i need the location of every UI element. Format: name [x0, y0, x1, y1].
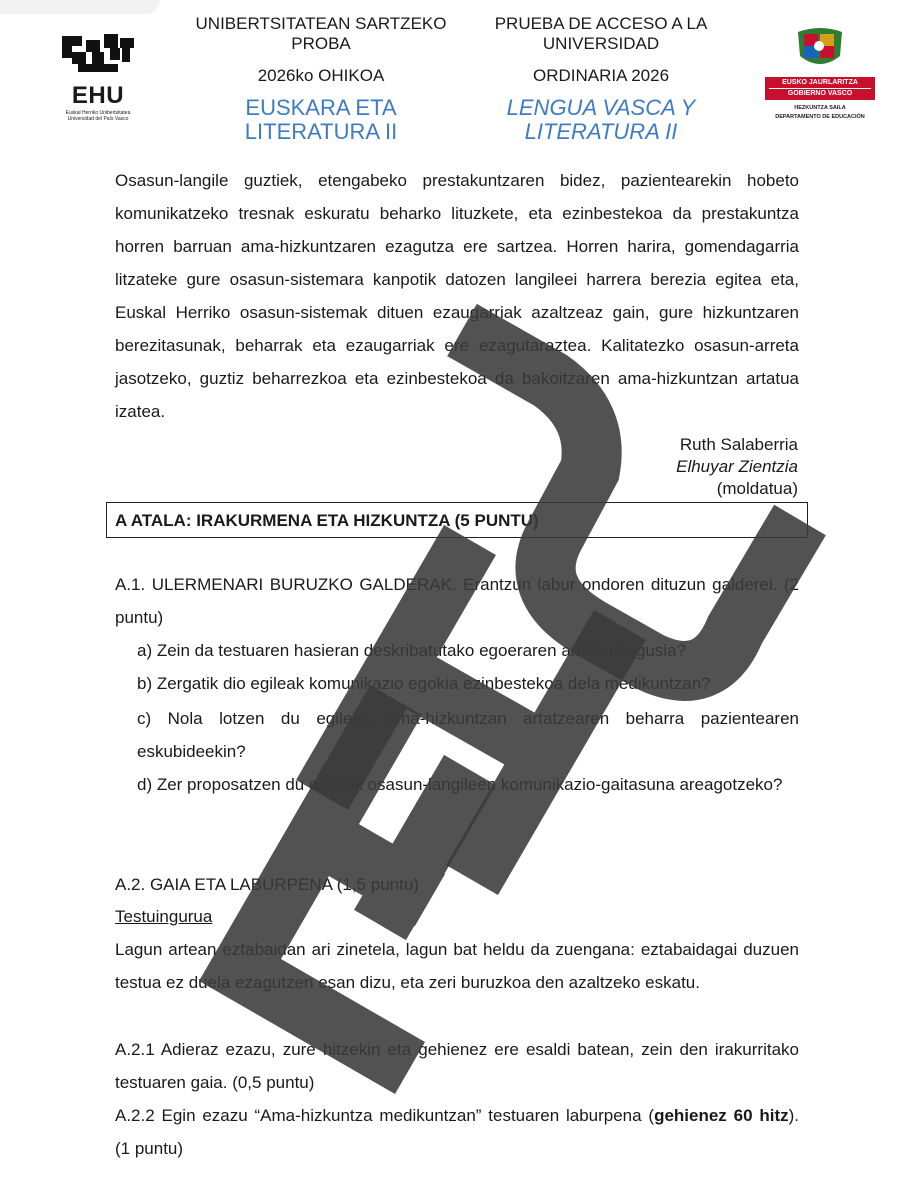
header-title-es: PRUEBA DE ACCESO A LA UNIVERSIDAD [494, 14, 708, 53]
header-session-es: ORDINARIA 2026 [532, 66, 670, 85]
a22-word-limit: gehienez 60 hitz [654, 1106, 789, 1125]
gov-name-eu: EUSKO JAURLARITZA [782, 79, 858, 86]
ehu-logo-text: EHU [71, 82, 125, 109]
a22-instruction [115, 1099, 799, 1165]
header-basque [176, 14, 466, 144]
section-a-header [106, 502, 808, 538]
a2-heading: A.2. GAIA ETA LABURPENA (1,5 puntu) [115, 875, 419, 894]
ehu-logo-subtitle: Euskal Herriko Unibertsitatea Universidad del País Vasco [65, 110, 131, 122]
question-b: b) Zergatik dio egileak komunikazio egokia ezinbestekoa dela medikuntzan? [137, 674, 711, 693]
header-subject-es: LENGUA VASCA Y LITERATURA II [506, 95, 696, 144]
gov-dept-es: DEPARTAMENTO DE EDUCACIÓN [775, 114, 865, 120]
ehu-logo [58, 30, 138, 122]
header-spanish [456, 14, 746, 144]
question-a: a) Zein da testuaren hasieran deskribatutako egoeraren arrisku nagusia? [137, 641, 687, 660]
a21-instruction: A.2.1 Adieraz ezazu, zure hitzekin eta gehienez ere esaldi batean, zein den irakurritako testuaren gaia. (0,5 puntu) [115, 1040, 799, 1092]
gov-department [765, 104, 875, 122]
a22-text-start: A.2.2 Egin ezazu “Ama-hizkuntza medikuntzan” testuaren laburpena ( [115, 1106, 655, 1125]
page-corner-shadow [0, 0, 160, 14]
author-name: Ruth Salaberria [679, 435, 798, 454]
section-a-title: A ATALA: IRAKURMENA ETA HIZKUNTZA (5 PUNTU) [115, 511, 539, 530]
gov-dept-eu: HEZKUNTZA SAILA [794, 105, 846, 111]
context-text: Lagun artean eztabaidan ari zinetela, lagun bat heldu da zuengana: eztabaidagai duzuen testua ez duela ezagutzen esan dizu, eta zeri buruzkoa den azaltzeko eskatu. [115, 940, 799, 992]
reading-paragraph: Osasun-langile guztiek, etengabeko prestakuntzaren bidez, pazientearekin hobeto komunikatzeko tresnak eskuratu beharko lituzkete, eta ezinbestekoa da prestakuntza horren barruan ama-hizkuntzaren ezagutza ere sartzea. Horren harira, gomendagarria litzateke gure osasun-sistemara kanpotik datozen langileei harrera berezia egitea eta, Euskal Herriko osasun-sistemak dituen ezaugarriak azaltzeaz gain, gure hizkuntzaren berezitasunak, beharrak eta ezaugarriak ere ezagutaraztea. Kalitatezko osasun-arreta jasotzeko, guztiz beharrezkoa eta ezinbestekoa da bakoitzaren ama-hizkuntzan artatua izatea. [115, 171, 799, 421]
header-subject-eu: EUSKARA ETA LITERATURA II [244, 95, 398, 144]
ehu-emblem-icon [58, 30, 138, 80]
source-name: Elhuyar Zientzia [676, 457, 798, 476]
coat-of-arms-icon [790, 26, 850, 70]
question-c-text: c) Nola lotzen du egileak ama-hizkuntzan artatzearen beharra pazientearen eskubideekin? [137, 709, 799, 761]
header-title-eu: UNIBERTSITATEAN SARTZEKO PROBA [195, 14, 447, 53]
a1-heading: A.1. ULERMENARI BURUZKO GALDERAK. Erantzun labur ondoren dituzun galderei. (2 puntu) [115, 575, 799, 627]
a22-text-end: ). (1 puntu) [115, 1106, 799, 1158]
header-session-eu: 2026ko OHIKOA [257, 66, 385, 85]
question-c [137, 702, 799, 768]
adapted-note: (moldatua) [716, 479, 798, 498]
question-d-text: d) Zer proposatzen du egileak osasun-langileen komunikazio-gaitasuna areagotzeko? [137, 775, 783, 794]
gobierno-vasco-logo [765, 26, 875, 122]
question-d [137, 768, 799, 801]
text-attribution [676, 434, 798, 500]
gov-name-es: GOBIERNO VASCO [787, 90, 853, 97]
context-label: Testuingurua [115, 907, 213, 926]
gov-name-box [765, 77, 875, 100]
